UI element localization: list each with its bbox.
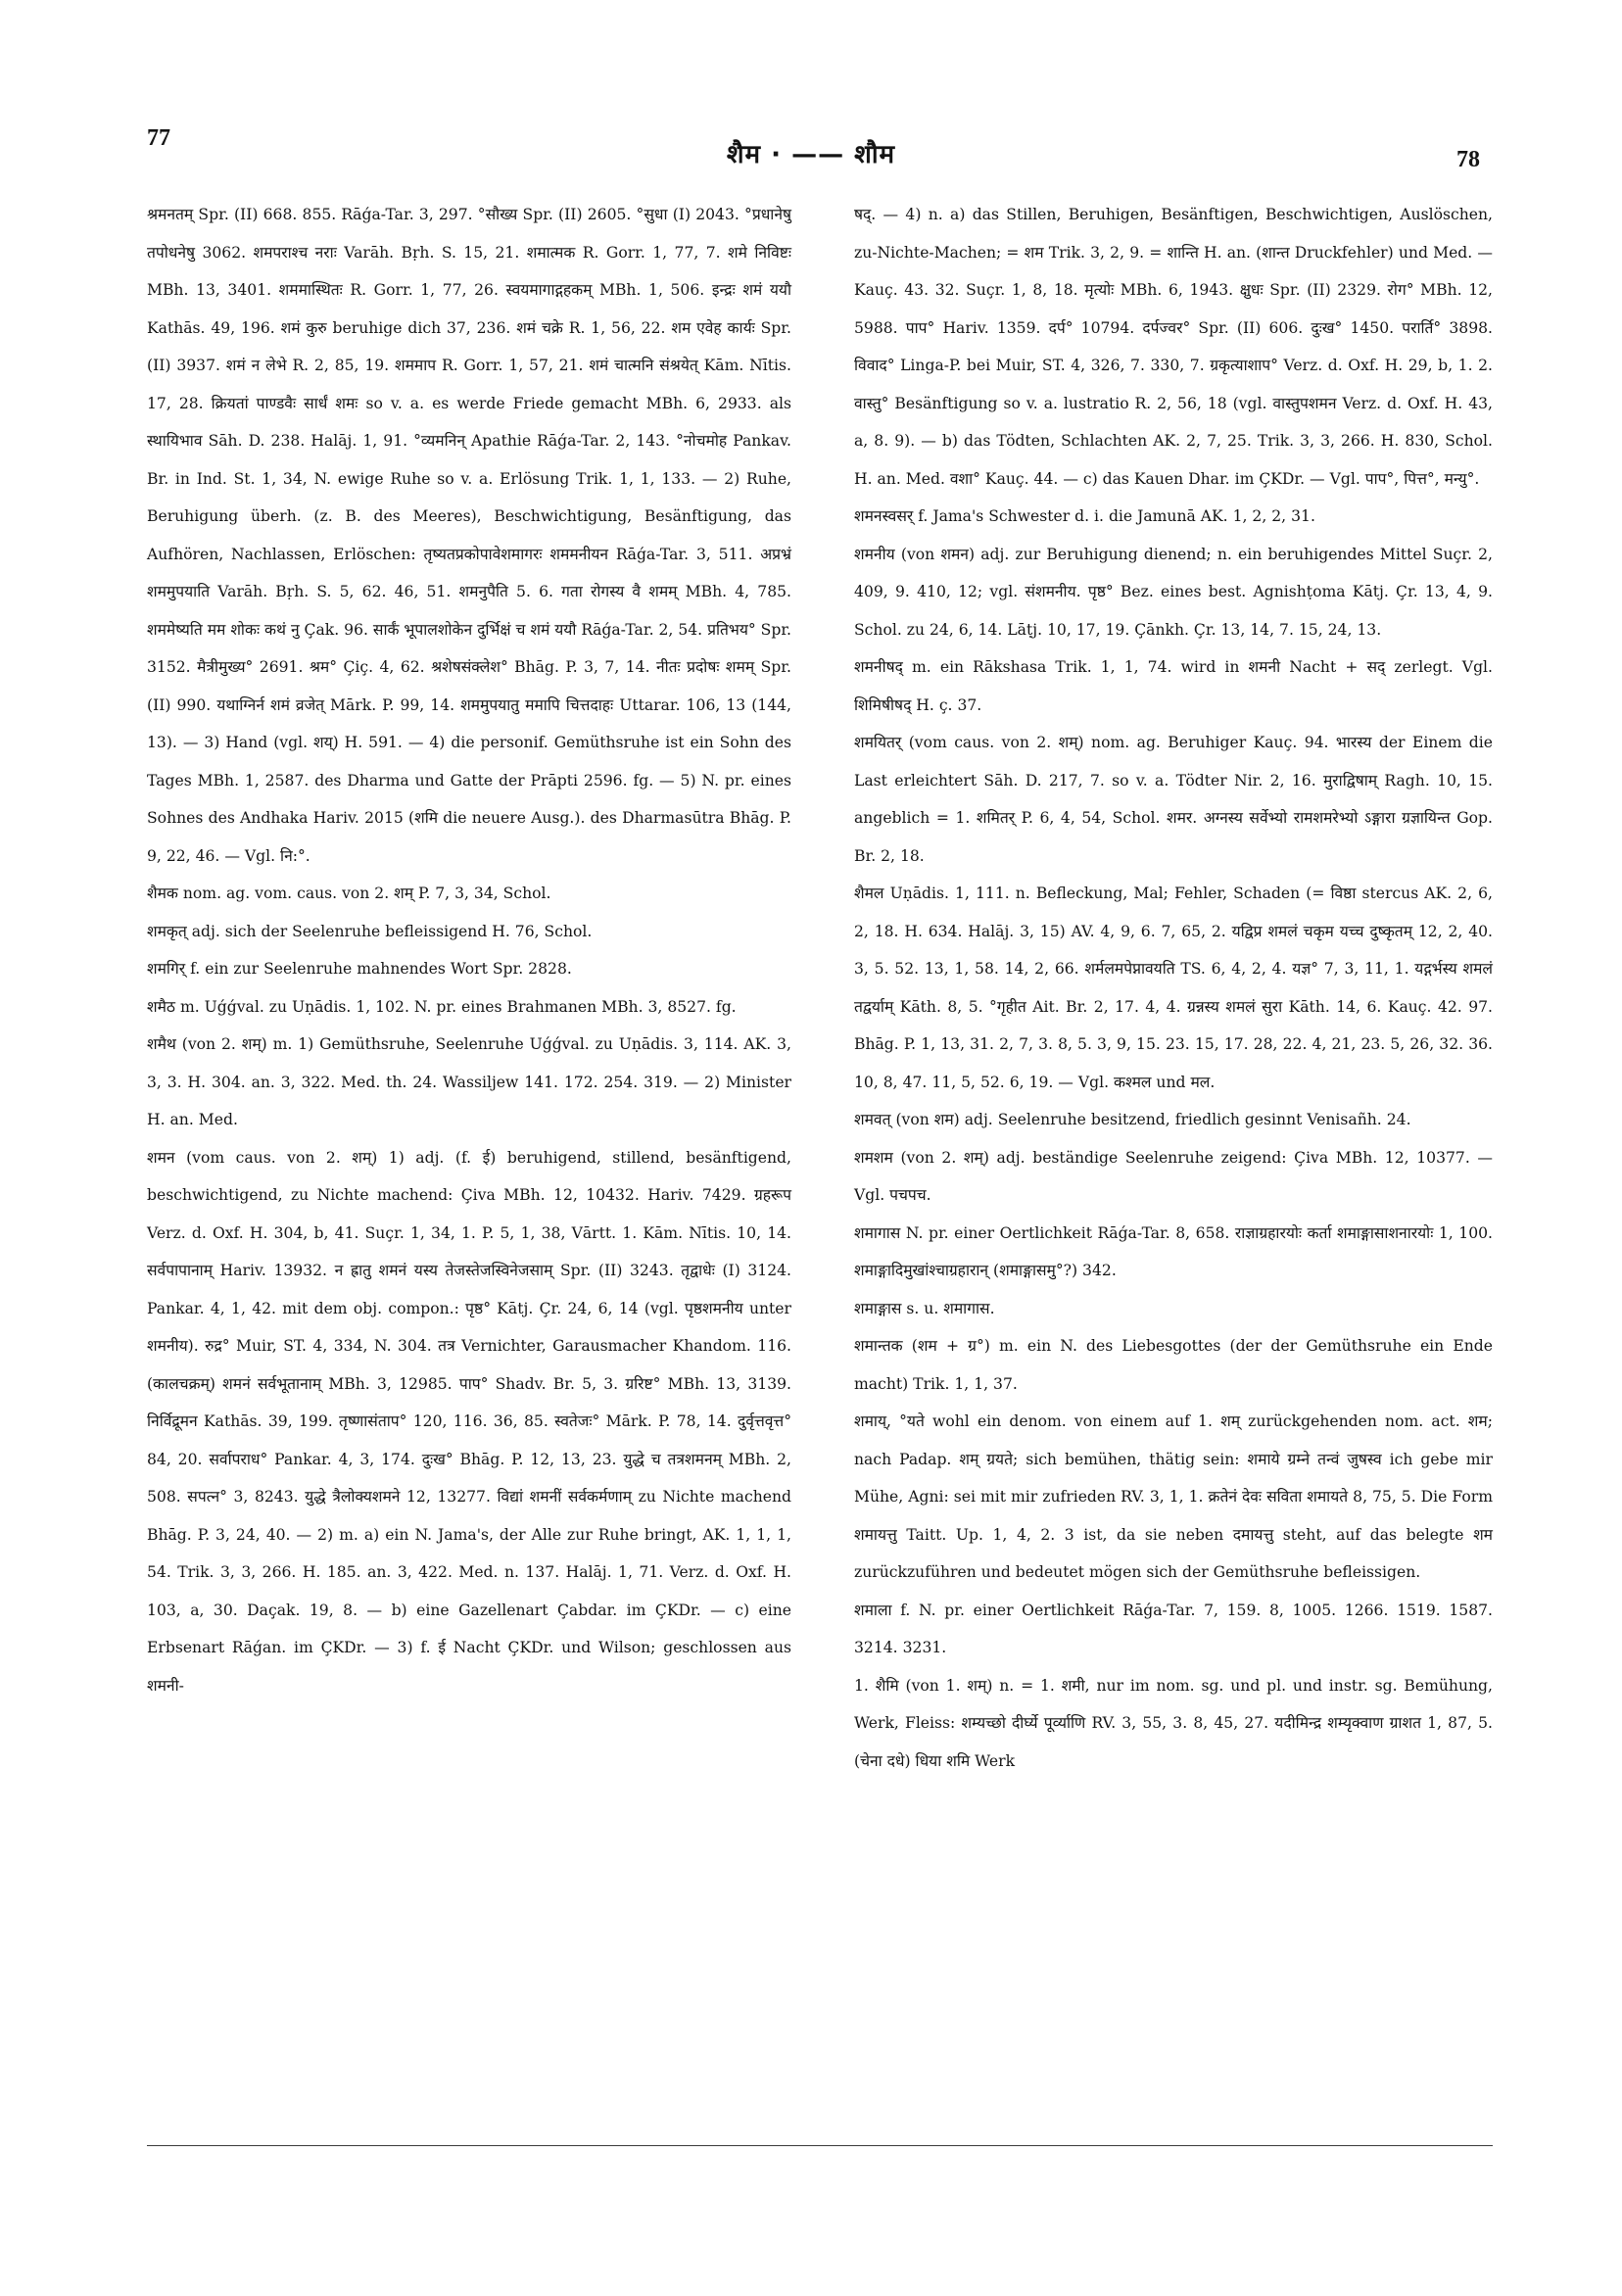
running-title: शैम · —— शौम: [726, 140, 896, 169]
dictionary-entry: शमनस्वसर् f. Jama's Schwester d. i. die Jamunā AK. 1, 2, 2, 31.: [854, 507, 1315, 525]
left-page-number: 77: [147, 125, 170, 151]
dictionary-entry: शमयितर् (vom caus. von 2. शम्) nom. ag. Beruhiger Kauç. 94. भारस्य der Einem die Last erleichtert Sāh. D. 217, 7. so v. a. Tödter Nir. 2, 16. मुराद्विषाम् Ragh. 10, 15. angeblich = 1. शमितर् P. 6, 4, 54, Schol. शमर. अग्नस्य सर्वेभ्यो रामशमरेभ्यो ऽङ्गारा ग्रज्ञायिन्त Gop. Br. 2, 18.: [854, 734, 1493, 865]
right-column: [854, 196, 1493, 1780]
dictionary-entry: शमागास N. pr. einer Oertlichkeit Rāǵa-Tar. 8, 658. राज्ञाग्रहारयोः कर्ता शमाङ्गासाशनारयोः 1, 100. शमाङ्गादिमुखांश्चाग्रहारान् (शमाङ्गासमु°?) 342.: [854, 1223, 1493, 1279]
dictionary-entry: श्रमनतम् Spr. (II) 668. 855. Rāǵa-Tar. 3, 297. °सौख्य Spr. (II) 2605. °सुधा (I) 2043. °प्रधानेषु तपोधनेषु 3062. शमपराश्च नराः Varāh. Bṛh. S. 15, 21. शमात्मक R. Gorr. 1, 77, 7. शमे निविष्टः MBh. 13, 3401. शममास्थितः R. Gorr. 1, 77, 26. स्वयमागाद्गहकम् MBh. 1, 506. इन्द्रः शमं ययौ Kathās. 49, 196. शमं कुरु beruhige dich 37, 236. शमं चक्रे R. 1, 56, 22. शम एवेह कार्यः Spr. (II) 3937. शमं न लेभे R. 2, 85, 19. शममाप R. Gorr. 1, 57, 21. शमं चात्मनि संश्रयेत् Kām. Nītis. 17, 28. क्रियतां पाण्डवैः सार्धं शमः so v. a. es werde Friede gemacht MBh. 6, 2933. als स्थायिभाव Sāh. D. 238. Halāj. 1, 91. °व्यमनिन् Apathie Rāǵa-Tar. 2, 143. °नोचमोह Pankav. Br. in Ind. St. 1, 34, N. ewige Ruhe so v. a. Erlösung Trik. 1, 1, 133. — 2) Ruhe, Beruhigung überh. (z. B. des Meeres), Beschwichtigung, Besänftigung, das Aufhören, Nachlassen, Erlöschen: तृष्यतप्रकोपावेशमागरः शममनीयन Rāǵa-Tar. 3, 511. अप्रभ्रं शममुपयाति Varāh. Bṛh. S. 5, 62. 46, 51. शमनुपैति 5. 6. गता रोगस्य वै शमम् MBh. 4, 785. शममेष्यति मम शोकः कथं नु Çak. 96. सार्कं भूपालशोकेन दुर्भिक्षं च शमं ययौ Rāǵa-Tar. 2, 54. प्रतिभय° Spr. 3152. मैत्रीमुख्य° 2691. श्रम° Çiç. 4, 62. श्रशेषसंक्लेश° Bhāg. P. 3, 7, 14. नीतः प्रदोषः शमम् Spr. (II) 990. यथाग्निर्न शमं व्रजेत् Mārk. P. 99, 14. शममुपयातु ममापि चित्तदाहः Uttarar. 106, 13 (144, 13). — 3) Hand (vgl. शय्) H. 591. — 4) die personif. Gemüthsruhe ist ein Sohn des Tages MBh. 1, 2587. des Dharma und Gatte der Prāpti 2596. fg. — 5) N. pr. eines Sohnes des Andhaka Hariv. 2015 (शमि die neuere Ausg.). des Dharmasūtra Bhāg. P. 9, 22, 46. — Vgl. नि:°.: [147, 206, 792, 865]
dictionary-entry: शमैठ m. Uǵǵval. zu Uṇādis. 1, 102. N. pr. eines Brahmanen MBh. 3, 8527. fg.: [147, 997, 737, 1016]
left-column: [147, 196, 791, 1704]
dictionary-entry: शमकृत् adj. sich der Seelenruhe befleissigend H. 76, Schol.: [147, 922, 593, 940]
dictionary-entry: शमगिर् f. ein zur Seelenruhe mahnendes Wort Spr. 2828.: [147, 960, 572, 978]
footer-rule: [147, 2145, 1493, 2146]
dictionary-entry: षद्. — 4) n. a) das Stillen, Beruhigen, Besänftigen, Beschwichtigen, Auslöschen, zu-Nichte-Machen; = शम Trik. 3, 2, 9. = शान्ति H. an. (शान्त Druckfehler) und Med. — Kauç. 43. 32. Suçr. 1, 8, 18. मृत्योः MBh. 6, 1943. क्षुधः Spr. (II) 2329. रोग° MBh. 12, 5988. पाप° Hariv. 1359. दर्प° 10794. दर्पज्वर° Spr. (II) 606. दुःख° 1450. परार्ति° 3898. विवाद° Linga-P. bei Muir, ST. 4, 326, 7. 330, 7. ग्रकृत्याशाप° Verz. d. Oxf. H. 29, b, 1. 2. वास्तु° Besänftigung so v. a. lustratio R. 2, 56, 18 (vgl. वास्तुपशमन Verz. d. Oxf. H. 43, a, 8. 9). — b) das Tödten, Schlachten AK. 2, 7, 25. Trik. 3, 3, 266. H. 830, Schol. H. an. Med. वशा° Kauç. 44. — c) das Kauen Dhar. im ÇKDr. — Vgl. पाप°, पित्त°, मन्यु°.: [854, 206, 1493, 488]
dictionary-entry: शमाय्, °यते wohl ein denom. von einem auf 1. शम् zurückgehenden nom. act. शम; nach Padap. शम् ग्रयते; sich bemühen, thätig sein: शमाये ग्रम्ने तन्वं जुषस्व ich gebe mir Mühe, Agni: sei mit mir zufrieden RV. 3, 1, 1. क्रतेनं देवः सविता शमायते 8, 75, 5. Die Form शमायत्तु Taitt. Up. 1, 4, 2. 3 ist, da sie neben दमायत्तु steht, auf das belegte शम zurückzuführen und bedeutet mögen sich der Gemüthsruhe befleissigen.: [854, 1412, 1493, 1581]
dictionary-entry: शैमक nom. ag. vom. caus. von 2. शम् P. 7, 3, 34, Schol.: [147, 885, 551, 902]
dictionary-entry: शैमल Uṇādis. 1, 111. n. Befleckung, Mal; Fehler, Schaden (= विष्ठा stercus AK. 2, 6, 2, 18. H. 634. Halāj. 3, 15) AV. 4, 9, 6. 7, 65, 2. यद्विप्र शमलं चकृम यच्च दुष्कृतम् 12, 2, 40. 3, 5. 52. 13, 1, 58. 14, 2, 66. शर्मलमपेप्नावयति TS. 6, 4, 2, 4. यज्ञ° 7, 3, 11, 1. यद्गर्भस्य शमलं तद्वर्याम् Kāth. 8, 5. °गृहीत Ait. Br. 2, 17. 4, 4. ग्रन्नस्य शमलं सुरा Kāth. 14, 6. Kauç. 42. 97. Bhāg. P. 1, 13, 31. 2, 7, 3. 8, 5. 3, 9, 15. 23. 15, 17. 28, 22. 4, 21, 23. 5, 26, 32. 36. 10, 8, 47. 11, 5, 52. 6, 19. — Vgl. कश्मल und मल.: [854, 885, 1493, 1091]
dictionary-entry: शमनीय (von शमन) adj. zur Beruhigung dienend; n. ein beruhigendes Mittel Suçr. 2, 409, 9. 410, 12; vgl. संशमनीय. पृष्ठ° Bez. eines best. Agnishṭoma Kātj. Çr. 13, 4, 9. Schol. zu 24, 6, 14. Lāṭj. 10, 17, 19. Çānkh. Çr. 13, 14, 7. 15, 24, 13.: [854, 545, 1493, 639]
dictionary-entry: शमशम (von 2. शम्) adj. beständige Seelenruhe zeigend: Çiva MBh. 12, 10377. — Vgl. पचपच.: [854, 1148, 1493, 1204]
dictionary-entry: शमवत् (von शम) adj. Seelenruhe besitzend, friedlich gesinnt Venisañh. 24.: [854, 1111, 1411, 1128]
dictionary-entry: 1. शैमि (von 1. शम्) n. = 1. शमी, nur im nom. sg. und pl. und instr. sg. Bemühung, Werk, Fleiss: शम्यच्छो दीर्घ्ये पूर्व्याणि RV. 3, 55, 3. 8, 45, 27. यदीमिन्द्र शम्यृक्वाण ग्राशत 1, 87, 5. (चेना दधे) धिया शमि Werk: [854, 1676, 1493, 1770]
dictionary-entry: शमनीषद् m. ein Rākshasa Trik. 1, 1, 74. wird in शमनी Nacht + सद् zerlegt. Vgl. शिमिषीषद् H. ç. 37.: [854, 658, 1493, 714]
dictionary-entry: शमाला f. N. pr. einer Oertlichkeit Rāǵa-Tar. 7, 159. 8, 1005. 1266. 1519. 1587. 3214. 3231.: [854, 1601, 1493, 1656]
dictionary-entry: शमैथ (von 2. शम्) m. 1) Gemüthsruhe, Seelenruhe Uǵǵval. zu Uṇādis. 3, 114. AK. 3, 3, 3. H. 304. an. 3, 322. Med. th. 24. Wassiljew 141. 172. 254. 319. — 2) Minister H. an. Med.: [147, 1035, 791, 1128]
dictionary-entry: शमान्तक (शम + ग्र°) m. ein N. des Liebesgottes (der der Gemüthsruhe ein Ende macht) Trik. 1, 1, 37.: [854, 1337, 1493, 1393]
dictionary-entry: शमाङ्गास s. u. शमागास.: [854, 1299, 995, 1317]
dictionary-entry: शमन (vom caus. von 2. शम्) 1) adj. (f. ई) beruhigend, stillend, besänftigend, beschwichtigend, zu Nichte machend: Çiva MBh. 12, 10432. Hariv. 7429. ग्रहरूप Verz. d. Oxf. H. 304, b, 41. Suçr. 1, 34, 1. P. 5, 1, 38, Vārtt. 1. Kām. Nītis. 10, 14. सर्वपापानाम् Hariv. 13932. न ह्रातु शमनं यस्य तेजस्तेजस्विनेजसाम् Spr. (II) 3243. तृद्वाधेः (I) 3124. Pankar. 4, 1, 42. mit dem obj. compon.: पृष्ठ° Kātj. Çr. 24, 6, 14 (vgl. पृष्ठशमनीय unter शमनीय). रुद्र° Muir, ST. 4, 334, N. 304. तत्र Vernichter, Garausmacher Khandom. 116. (कालचक्रम्) शमनं सर्वभूतानाम् MBh. 3, 12985. पाप° Shadv. Br. 5, 3. ग्ररिष्ट° MBh. 13, 3139. निर्विद्रूमन Kathās. 39, 199. तृष्णासंताप° 120, 116. 36, 85. स्वतेजः° Mārk. P. 78, 14. दुर्वृत्तवृत्त° 84, 20. सर्वापराध° Pankar. 4, 3, 174. दुःख° Bhāg. P. 12, 13, 23. युद्धे च तत्रशमनम् MBh. 2, 508. सपत्न° 3, 8243. युद्धे त्रैलोक्यशमने 12, 13277. विद्यां शमनीं सर्वकर्मणाम् zu Nichte machend Bhāg. P. 3, 24, 40. — 2) m. a) ein N. Jama's, der Alle zur Ruhe bringt, AK. 1, 1, 1, 54. Trik. 3, 3, 266. H. 185. an. 3, 422. Med. n. 137. Halāj. 1, 71. Verz. d. Oxf. H. 103, a, 30. Daçak. 19, 8. — b) eine Gazellenart Çabdar. im ÇKDr. — c) eine Erbsenart Rāǵan. im ÇKDr. — 3) f. ई Nacht ÇKDr. und Wilson; geschlossen aus शमनी-: [147, 1148, 791, 1695]
right-page-number: 78: [1456, 147, 1480, 172]
